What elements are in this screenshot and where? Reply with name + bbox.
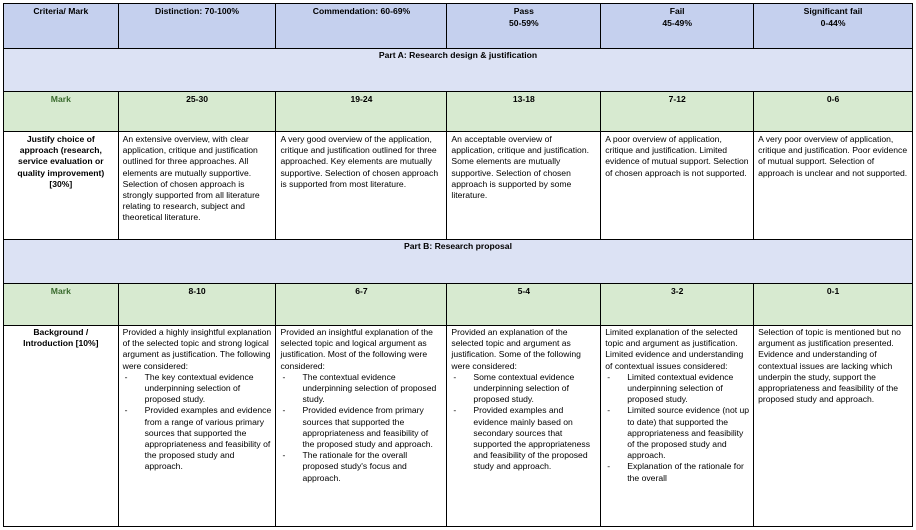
descriptor-intro: Provided an explanation of the selected topic and argument as justification. Some of the following were considered:: [451, 327, 581, 371]
list-item: - Limited contextual evidence underpinning selection of proposed study.: [607, 371, 734, 405]
mark-range: 0-1: [754, 284, 913, 326]
list-item: - Some contextual evidence underpinning selection of proposed study.: [453, 371, 575, 405]
list-item: - Provided evidence from primary sources that supported the appropriateness and feasibility of the proposed study and approach.: [282, 405, 433, 450]
justify-approach-row: [4, 132, 913, 240]
part-a-row: [4, 49, 913, 92]
criteria-mark-header: Criteria/ Mark: [4, 4, 119, 49]
grade-range: 45-49%: [662, 17, 692, 28]
list-item: - Explanation of the rationale for the overall: [607, 461, 744, 483]
grade-header-commendation: Commendation: 60-69%: [276, 4, 447, 49]
descriptor-intro: Provided an insightful explanation of the selected topic and logical argument as justification. Most of the following were considered:: [280, 327, 433, 371]
background-introduction-row: [4, 326, 913, 527]
descriptor-fail: [601, 326, 754, 527]
mark-range: 5-4: [447, 284, 601, 326]
marking-rubric-table: [3, 3, 913, 527]
descriptor-fail: A poor overview of application, critique and justification. Limited evidence of mutual support. Selection of chosen approach is not supported.: [601, 132, 754, 240]
part-a-title: Part A: Research design & justification: [4, 49, 913, 92]
list-item: - The key contextual evidence underpinning selection of proposed study.: [124, 371, 254, 405]
mark-range: 6-7: [276, 284, 447, 326]
descriptor-bullet-list: [280, 372, 442, 484]
mark-label: Mark: [4, 92, 119, 132]
criterion-justify-approach: Justify choice of approach (research, service evaluation or quality improvement) [30%]: [4, 132, 119, 240]
list-item: - Limited source evidence (not up to date) that supported the appropriateness and feasibility of the proposed study and approach.: [607, 405, 750, 461]
grade-header-distinction: Distinction: 70-100%: [118, 4, 276, 49]
mark-range: 25-30: [118, 92, 276, 132]
part-a-mark-row: [4, 92, 913, 132]
part-b-title: Part B: Research proposal: [4, 240, 913, 284]
descriptor-intro: Limited explanation of the selected topic and argument as justification. Limited evidence and understanding of contextual issues considered:: [605, 327, 744, 371]
mark-range: 0-6: [754, 92, 913, 132]
descriptor-pass: An acceptable overview of application, critique and justification. Some elements are mutually supportive. Selection of chosen approach is supported by some literature.: [447, 132, 601, 240]
descriptor-pass: [447, 326, 601, 527]
grade-header-fail: Fail 45-49%: [601, 4, 754, 49]
descriptor-bullet-list: [605, 372, 749, 484]
grade-range: 0-44%: [820, 17, 846, 28]
list-item: - Provided examples and evidence mainly based on secondary sources that supported the appropriateness and feasibility of the proposed study and approach.: [453, 405, 590, 472]
mark-range: 3-2: [601, 284, 754, 326]
grade-header-significant-fail: Significant fail 0-44%: [754, 4, 913, 49]
list-item: - The contextual evidence underpinning selection of proposed study.: [282, 371, 437, 405]
criterion-background-introduction: Background / Introduction [10%]: [4, 326, 119, 527]
list-item: - The rationale for the overall proposed study's focus and approach.: [282, 450, 408, 483]
mark-range: 19-24: [276, 92, 447, 132]
mark-range: 8-10: [118, 284, 276, 326]
descriptor-commendation: A very good overview of the application, critique and justification outlined for three approached. Key elements are mutually supportive. Selection of chosen approach is supported from most literature.: [276, 132, 447, 240]
descriptor-intro: Provided a highly insightful explanation of the selected topic and strong logical argument as justification. The following were considered:: [122, 327, 272, 371]
list-item: - Provided examples and evidence from a range of various primary sources that supported the appropriateness and feasibility of the proposed study and approach.: [124, 405, 272, 472]
grade-header-pass: Pass 50-59%: [447, 4, 601, 49]
descriptor-commendation: [276, 326, 447, 527]
header-row: [4, 4, 913, 49]
grade-range: 50-59%: [509, 17, 539, 28]
part-b-mark-row: [4, 284, 913, 326]
mark-range: 7-12: [601, 92, 754, 132]
descriptor-bullet-list: [451, 372, 596, 473]
descriptor-distinction: [118, 326, 276, 527]
descriptor-distinction: An extensive overview, with clear application, critique and justification outlined for three approaches. All elements are mutually supportive. Selection of chosen approach is strongly supported from all literature relating to research, subject and theoretical literature.: [118, 132, 276, 240]
descriptor-significant-fail: A very poor overview of application, critique and justification. Poor evidence of mutual support. Selection of approach is unclear and not supported.: [754, 132, 913, 240]
mark-label: Mark: [4, 284, 119, 326]
mark-range: 13-18: [447, 92, 601, 132]
descriptor-significant-fail: Selection of topic is mentioned but no argument as justification presented. Evidence and understanding of contextual issues are lacking which underpin the study, support the appropriateness and feasibility of the proposed study and approach.: [754, 326, 913, 527]
descriptor-bullet-list: [123, 372, 272, 473]
part-b-row: [4, 240, 913, 284]
